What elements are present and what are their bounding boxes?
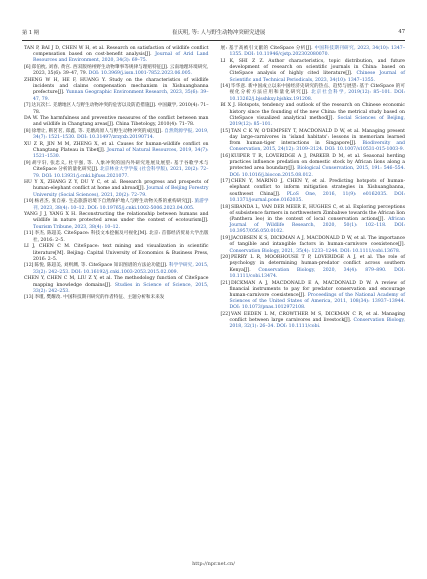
reference-text: PERRY L R, MOORHOUSE T P, LOVERIDGE A J, et al. The role of psychology in determining human-predator conflict across southern Kenya[J]. [229,255,405,273]
reference-entry [24,46,209,65]
reference-number: [20] [220,255,230,261]
reference-number: [15] [220,128,230,134]
reference-entry [24,212,209,231]
reference-text: DICKMAN A J, MACDONALD E A, MACDONALD D W. A review of financial instruments to pay for predator conservation and encourage human-carnivore coexistence[J]. [229,280,405,298]
reference-link[interactable]: Conservation Biology, 2018, 32(1): 26–34. DOI: 10.1111/cobi. [229,318,405,330]
reference-number: [12] [24,263,34,269]
reference-text: TAN C K W, O'DEMPSEY T, MACDONALD D W, et al. Managing present day large-carnivores in 'island habitats': lessons in memoriam learned from human-tiger interactions in Singapore[J]. [229,128,405,147]
reference-text: 郑伯枕, 刘春, 黄宫. 西双版纳州野生动物肇事等规律与理赔特征[J]. 云南地理环境研究, 2023, 35(6): 39–47, 79. [31,65,209,77]
reference-text: 展: 基于高被引文献的 CiteSpace 分析[J]. [220,46,315,51]
reference-number: [16] [220,153,230,159]
reference-link[interactable]: Studies in Science of Science, 2015, 33(2): 242–253. [33,282,209,294]
reference-link[interactable]: Journal of Natural Resources, 2019, 34(7): 1521–1530. [33,148,209,160]
reference-number: [17] [220,179,230,185]
reference-link[interactable]: Journal of Arid Land Resources and Environment, 2020, 34(3): 69–75. [33,52,209,64]
reference-entry [24,244,209,263]
reference-text: LI J, CHEN C M. CiteSpace: text mining and visualization in scientific literature[M]. Beijing: Capital University of Economics & Business Press, 2016: 2–5. [24,244,209,262]
reference-text: ZHENG W H, HE F, HUANG Y. Study on the characteristics of wildlife incidents and claims compensation mechanism in Xishuangbanna prefecture[J]. [24,78,209,96]
reference-text: 徐增让, 靳茗茗, 郑鑫, 等. 羌塘高原人与野生动物冲突的成因[J]. [31,129,165,135]
reference-entry [24,263,209,275]
reference-link[interactable]: Chinese Journal of Scientific and Technical Periodicals, 2023, 34(10): 1347–1355. [229,71,406,83]
reference-number: [22] [220,312,230,318]
reference-link[interactable]: 旅游学刊, 2023, 38(4): 10–12. DOI: 10.19765/j.cnki.1002-5006.2023.04.005. [33,199,209,211]
reference-link[interactable]: Social Sciences of Beijing, 2019(12): 85–101. [229,115,405,127]
reference-link[interactable]: Tourism Tribune, 2023, 38(4): 10–12. [33,224,120,230]
reference-number: [13] [24,295,34,301]
reference-text: 毕华意. 新中国成立以来中国经济史研究的热点、趋势与展望: 基于 CiteSpace 的可视化分析方法应用和量化研究[J]. [229,84,405,96]
reference-link[interactable]: Yunnan Geographic Environment Research, 2023, 35(6): 39–47, 79. [33,90,209,102]
reference-entry [24,231,209,243]
reference-entry [221,179,406,204]
page-number: 47 [398,29,405,35]
page-header [22,26,405,38]
references-body [24,46,405,549]
reference-entry [221,255,406,280]
reference-entry [221,154,406,179]
references-right-column [221,46,406,549]
reference-entry [24,295,209,301]
references-left-column [24,46,209,549]
reference-text: SIBANDA L, VAN DER MEER E, HUGHES C, et al. Exploring perceptions of subsistence farmers in northwestern Zimbabwe towards the African lion (Panthera leo) in the context of local conservation actions[J]. [229,204,405,222]
reference-entry [221,59,406,84]
reference-entry [221,103,406,128]
reference-entry [24,199,209,211]
reference-number: [7] [24,103,31,109]
reference-link[interactable]: 北京林业大学学报 (社会科学版), 2021, 20(2): 72–79. DOI: 10.13931/j.cnki.bjfuss.2021077. [33,167,209,179]
reference-text: KUIPER T R, LOVERIDGE A J, PARKER D M, et al. Seasonal herding practices influence predation on domestic stock by African lions along a protected area boundary[J]. [229,153,405,172]
reference-entry [24,103,209,115]
reference-link[interactable]: 科学学研究, 2015, 33(2): 242–253. DOI: 10.16192/j.cnki.1003-2053.2015.02.009. [33,263,209,275]
reference-text: XU Z R, JIN M M, ZHENG X, et al. Causes for human-wildlife conflict on Changtang Plateau in Tibet[J]. [24,142,209,154]
reference-link[interactable]: Conservation Biology, 2021, 35(4): 1233–1244. DOI: 10.1111/cobi.13678. [229,248,401,254]
reference-entry [221,281,406,312]
reference-text: 杨君杰, 张自豪. 生态旅游语境下自然保护地人与野生动物关系的重构研究[J]. [34,199,195,205]
running-title: 崔庆明, 等: 人与野生动物冲突研究进展 [172,30,266,36]
reference-link[interactable]: Proceedings of the National Academy of Sciences of the United States of America, 2011, 108(34): 13937–13944. DOI: 10.1073/pnas.1012972108. [229,292,405,311]
reference-link[interactable]: Journal of Beijing Forestry University (Social Sciences), 2021, 20(2): 72–79. [33,186,209,198]
reference-entry [24,276,209,295]
reference-entry [24,161,209,180]
reference-link[interactable]: 中国科技期刊研究, 2023, 34(10): 1347–1355. DOI: 10.11946/cjstp.202302080070. [229,46,405,58]
reference-text: CHEN Y, MARINO J, CHEN Y, et al. Predicting hotspots of human-elephant conflict to inform mitigation strategies in Xishuangbanna, southwest China[J]. [229,179,405,197]
reference-text: CHEN Y, CHEN C M, LIU Z Y, et al. The methodology function of CiteSpace mapping knowledge domains[J]. [24,276,209,288]
reference-entry [24,129,209,141]
reference-entry [221,312,406,331]
reference-text: HU Y X, ZHANG Z Y, DU Y C, et al. Research progress and prospects of human-elephant conflict at home and abroad[J]. [24,180,209,192]
reference-entry [221,205,406,236]
reference-text: 胡宇轩, 张忠义, 杜宇强, 等. 人象冲突的国内外研究进展及展望: 基于谷歌学术与 CiteSpace 分析的量化研究[J]. [31,161,209,173]
reference-entry [221,46,406,58]
reference-number: [9] [24,161,31,167]
reference-entry [24,116,209,128]
reference-text: JACOBSEN K S, DICKMAN A J, MACDONALD D W, et al. The importance of tangible and intangible factors in human-carnivore coexistence[J]. [229,236,405,248]
reference-number: [11] [24,231,34,237]
issue-label: 第 1 期 [22,29,39,36]
reference-text: TAN P, BAI J D, CHEN W H, et al. Research on satisfaction of wildlife conflict compensation based on cost-benefit analysis[J]. [24,46,209,58]
reference-entry [24,78,209,103]
reference-number: [8] [24,129,31,135]
reference-link[interactable]: 北京社会科学, 2019(12): 85–101. DOI: 10.13262/j.bjsshkxy.bjshkx.191208. [229,90,405,102]
reference-number: [10] [24,199,34,205]
reference-link[interactable]: Biological Conservation, 2015, 191: 546–554. DOI: 10.1016/j.biocon.2015.08.012. [229,166,405,178]
reference-entry [221,84,406,103]
reference-link[interactable]: 自然资源学报, 2019, 34(7): 1521–1530. DOI: 10.31497/zrzyxb.20190714. [33,129,209,141]
reference-text: 李瑾, 樊耀改. 中国科技期刊研究的作者特征、主题分析和未来发 [34,295,165,301]
page-footer [0,561,427,567]
reference-entry [221,129,406,154]
header-rule [22,40,405,41]
reference-text: 达瓦次仁. 羌塘地区人与野生动物冲突的危害以及防范措施[J]. 中国藏学, 2010(4): 71–78. [31,103,209,115]
reference-entry [221,236,406,255]
reference-entry [24,180,209,199]
reference-text: BI X J. Hotspots, tendency and outlook of the research on Chinese economic history since the founding of the new China: the metrical study based on CiteSpace visualized analytical method[J]. [220,103,405,121]
footer-url[interactable]: http://npr.net.cn/ [192,561,235,567]
reference-link[interactable]: DOI: 10.3969/j.issn.1001-7852.2023.06.005. [88,71,193,77]
reference-text: LI K, SHI Z Z. Author characteristics, topic distribution, and future development of research on scientific journals in China: based on CiteSpace analysis of highly cited literature[J]. [220,58,405,77]
reference-text: VAN EEDEN L M, CROWTHER M S, DICKMAN C R, et al. Managing conflict between large carnivores and livestock[J]. [229,312,405,324]
reference-link[interactable]: Biodiversity and Conservation, 2015, 24(12): 3109–3124. DOI: 10.1007/s10531-015-1003-9. [229,141,405,153]
reference-text: YANG J J, YANG X H. Reconstructing the relationship between humans and wildlife in nature protected areas under the context of ecotourism[J]. [24,212,209,224]
reference-link[interactable]: PLoS One, 2016, 11(9): e0162035. DOI: 10.1371/journal.pone.0162035. [229,191,405,203]
reference-number: [6] [24,65,31,71]
reference-link[interactable]: Conservation Biology, 2020, 34(4): 879–890. DOI: 10.1111/cobi.13474. [229,267,405,279]
reference-number: [14] [220,84,230,90]
reference-entry [24,65,209,77]
reference-text: 李杰, 陈超美. CiteSpace: 科技文本挖掘及可视化[M]. 北京: 首都经济贸易大学出版社, 2016: 2–5. [33,231,209,243]
reference-number: [21] [220,280,230,286]
reference-number: [18] [220,204,230,210]
reference-text: 陈悦, 陈超美, 刘则渊, 等. CiteSpace 知识图谱的方法论功能[J]. [34,263,169,269]
reference-text: DA W. The harmfulness and preventive measures of the conflict between man and wildlife in Changtang areas[J]. China Tibetology, 2010(4): 71–78. [24,116,209,128]
reference-entry [24,142,209,161]
reference-number: [19] [220,236,230,242]
reference-link[interactable]: African Journal of Wildlife Research, 2020, 50(1): 102–118. DOI: 10.3957/056.050.0102. [229,216,405,235]
